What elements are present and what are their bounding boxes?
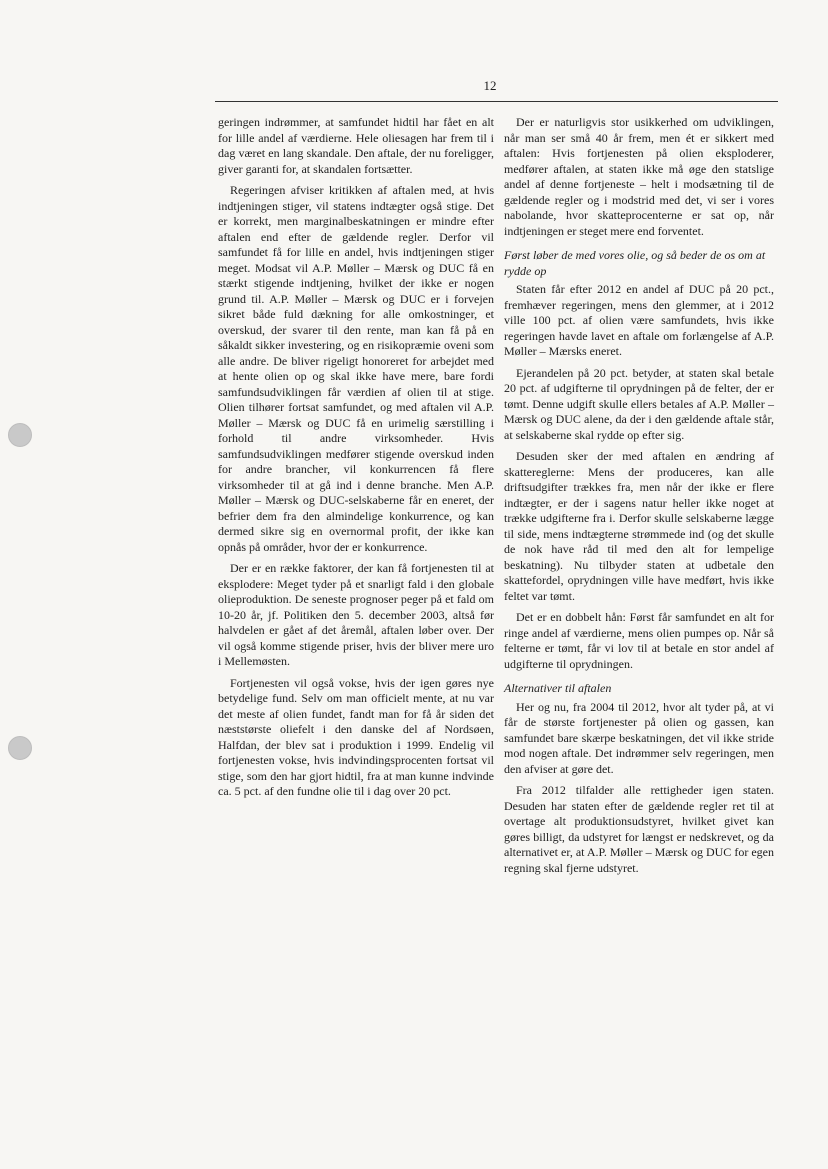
paragraph: Der er en række faktorer, der kan få fortjenesten til at eksplodere: Meget tyder på et snarligt fald i den globale olieproduktion. De seneste prognoser peger på et fald om 10-20 år, jf. Politiken den 5. december 2003, altså før halvdelen er gået af det åremål, aftalen løber over. Der vil også komme stigende priser, hvis der bliver mere uro i Mellemøsten. — [218, 561, 494, 668]
punch-hole — [8, 423, 32, 447]
paragraph: Ejerandelen på 20 pct. betyder, at staten skal betale 20 pct. af udgifterne til oprydningen på de felter, der er tømt. Denne udgift skulle ellers betales af A.P. Møller – Mærsk og DUC alene, da der i den gældende aftale står, at selskaberne skal rydde op efter sig. — [504, 365, 774, 442]
header-rule — [215, 101, 778, 102]
right-column — [504, 115, 774, 882]
left-column — [218, 115, 494, 806]
paragraph: Desuden sker der med aftalen en ændring af skattereglerne: Mens der produceres, kan alle driftsudgifter trækkes fra, men når der ikke er flere indtægter, er der i sagens natur heller ikke noget at trække udgifterne fra i. Derfor skulle selskaberne lægge til side, mens indtægterne strømmede ind (og det skulle de nok have råd til med den alt for lempelige beskatning). Nu tilbyder staten at udbetale den skattefordel, oprydningen ville have medført, hvis ikke feltet var tømt. — [504, 449, 774, 603]
paragraph: geringen indrømmer, at samfundet hidtil har fået en alt for lille andel af værdierne. Hele oliesagen har frem til i dag været en lang skandale. Den aftale, der nu foreligger, giver garanti for, at skandalen fortsætter. — [218, 115, 494, 176]
paragraph: Staten får efter 2012 en andel af DUC på 20 pct., fremhæver regeringen, mens den glemmer, at i 2012 ville 100 pct. af olien være samfundets, hvis ikke regeringen havde lavet en aftale om forlængelse af A.P. Møller – Mærsks eneret. — [504, 282, 774, 358]
punch-hole — [8, 736, 32, 760]
paragraph: Fra 2012 tilfalder alle rettigheder igen staten. Desuden har staten efter de gældende regler ret til at overtage alt produktionsudstyret, hvilket givet kan gøres billigt, da udstyret for længst er nedskrevet, og da alternativet er, at A.P. Møller – Mærsk og DUC for egen regning skal fjerne udstyret. — [504, 783, 774, 875]
paragraph: Det er en dobbelt hån: Først får samfundet en alt for ringe andel af værdierne, mens olien pumpes op. Når så felterne er tømt, får vi lov til at betale en stor andel af udgifterne til oprydningen. — [504, 610, 774, 671]
paragraph: Her og nu, fra 2004 til 2012, hvor alt tyder på, at vi får de største fortjenester på olien og gassen, kan samfundet bare skærpe beskatningen, det vil ikke stride mod nogen aftale. Det indrømmer selv regeringen, men den afviser at gøre det. — [504, 699, 774, 776]
paragraph: Fortjenesten vil også vokse, hvis der igen gøres nye betydelige fund. Selv om man officielt mente, at nu var det meste af olien fundet, fandt man for få år siden det næststørste oliefelt i den danske del af Nordsøen, Halfdan, der blev sat i produktion i 1999. Endelig vil fortjenesten vokse, hvis indvindingsprocenten fortsat vil stige, som den har gjort hidtil, fra at man kunne indvinde ca. 5 pct. af den fundne olie til i dag over 20 pct. — [218, 675, 494, 798]
paragraph: Der er naturligvis stor usikkerhed om udviklingen, når man ser små 40 år frem, men ét er sikkert med aftalen: Hvis fortjenesten på olien eksploderer, medfører aftalen, at staten ikke må øge den statslige andel af denne fortjeneste – helt i modsætning til de gældende regler og i modstrid med det, vi ser i vores nabolande, hvor skatteprocenterne er sat op, når indtjeningen er steget mere end forventet. — [504, 115, 774, 238]
paragraph: Regeringen afviser kritikken af aftalen med, at hvis indtjeningen stiger, vil statens indtægter også stige. Det er korrekt, men marginalbeskatningen er mindre efter aftalen end efter de gældende regler. Derfor vil samfundet få for lille en andel, hvis indtjeningen stiger meget. Modsat vil A.P. Møller – Mærsk og DUC få en stærkt stigende indtjening, hvilket der ikke er nogen grund til. A.P. Møller – Mærsk og DUC er i forvejen sikret både fuld dækning for alle omkostninger, et overskud, der svarer til den rente, man kan få på en såkaldt sikker investering, og en risikopræmie oveni som alle andre. De bliver rigeligt honoreret for arbejdet med at hente olien op og skal ikke have mere, bare fordi samfundsudviklingen får værdien af olien til at stige. Olien tilhører fortsat samfundet, og med aftalen vil A.P. Møller – Mærsk og DUC få en urimelig særstilling i forhold til andre virksomheder. Hvis samfundsudviklingen medfører stigende overskud inden for andre brancher, vil konkurrencen få flere virksomheder til at gå ind i denne branche. Men A.P. Møller – Mærsk og DUC-selskaberne får en eneret, der befrier dem fra den almindelige konkurrence, og kan dermed sikre sig en overnormal profit, der ikke kan opnås på områder, hvor der er konkurrence. — [218, 183, 494, 554]
section-heading: Først løber de med vores olie, og så beder de os om at rydde op — [504, 248, 766, 278]
page-number: 12 — [483, 78, 497, 93]
section-heading: Alternativer til aftalen — [504, 681, 612, 695]
